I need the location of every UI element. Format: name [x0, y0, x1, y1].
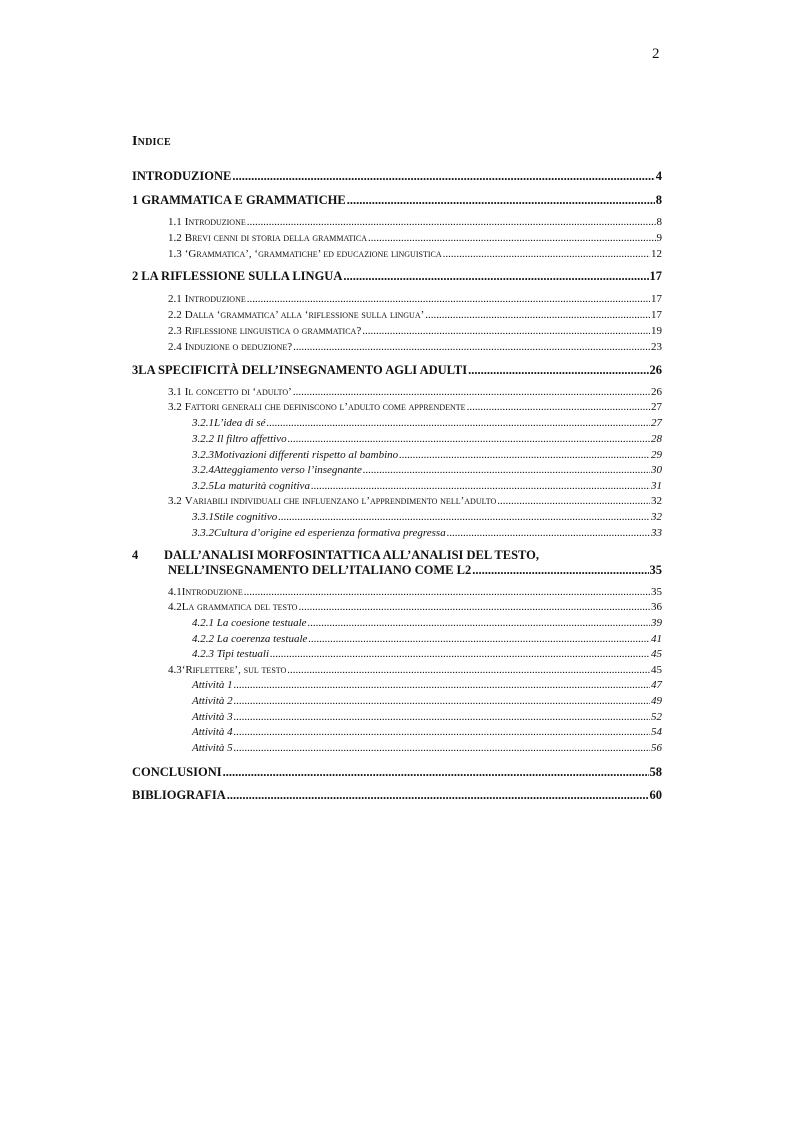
toc-entry-page: 26	[651, 386, 662, 398]
toc-entry-page: 41	[651, 633, 662, 645]
toc-entry-section-2-1[interactable]	[132, 293, 662, 305]
toc-entry-label: 3.2.1L’idea di sé	[192, 417, 266, 429]
toc-entry-section-3-1[interactable]	[132, 386, 662, 398]
toc-entry-label: LA RIFLESSIONE SULLA LINGUA	[141, 269, 343, 283]
toc-entry-page: 39	[651, 617, 662, 629]
toc-entry-label: 3.2.4Atteggiamento verso l’insegnante	[192, 464, 362, 476]
toc-entry-page: 31	[651, 480, 662, 492]
toc-entry-attivita-5[interactable]	[132, 742, 662, 754]
toc-entry-section-3-2b[interactable]	[132, 495, 662, 507]
toc-entry-page: 49	[651, 695, 662, 707]
toc-entry-label: Attività 2	[192, 695, 233, 707]
toc-entry-subsection-4-2-2[interactable]	[132, 633, 662, 645]
toc-entry-page: 17	[651, 309, 662, 321]
toc-entry-label: LA SPECIFICITÀ DELL’INSEGNAMENTO AGLI ADULTI	[138, 363, 468, 377]
toc-entry-page: 32	[651, 495, 662, 507]
toc-entry-label: Variabili individuali che influenzano l’apprendimento nell’adulto	[184, 495, 497, 507]
toc-entry-page: 17	[649, 269, 662, 283]
toc-entry-page: 54	[651, 726, 662, 738]
toc-entry-label: 3.3.1Stile cognitivo	[192, 511, 278, 523]
toc-entry-section-1-1[interactable]	[132, 216, 662, 228]
toc-entry-label: Introduzione	[184, 293, 246, 305]
toc-entry-label: 3.2.3Motivazioni differenti rispetto al bambino	[192, 449, 399, 461]
toc-entry-subsection-3-3-2[interactable]	[132, 527, 662, 539]
toc-entry-number: 2.2	[168, 309, 182, 321]
toc-entry-number: 1	[132, 193, 139, 207]
toc-entry-label: La grammatica del testo	[181, 601, 298, 613]
toc-entry-label: CONCLUSIONI	[132, 765, 222, 779]
toc-title: Indice	[132, 134, 171, 149]
toc-entry-subsection-3-2-5[interactable]	[132, 480, 662, 492]
toc-entry-label: Brevi cenni di storia della grammatica	[184, 232, 368, 244]
toc-entry-attivita-2[interactable]	[132, 695, 662, 707]
toc-entry-subsection-4-2-3[interactable]	[132, 648, 662, 660]
toc-entry-attivita-3[interactable]	[132, 711, 662, 723]
toc-entry-number: 3.1	[168, 386, 182, 398]
toc-entry-section-2-3[interactable]	[132, 325, 662, 337]
toc-entry-page: 23	[651, 341, 662, 353]
toc-entry-section-2-2[interactable]	[132, 309, 662, 321]
toc-entry-label: Dalla ‘grammatica’ alla ‘riflessione sulla lingua’	[184, 309, 425, 321]
toc-entry-page: 9	[656, 232, 662, 244]
toc-entry-number: 3	[132, 363, 139, 377]
toc-entry-section-3-2[interactable]	[132, 401, 662, 413]
toc-entry-number: 1.2	[168, 232, 182, 244]
toc-entry-page: 17	[651, 293, 662, 305]
toc-entry-page: 8	[655, 193, 662, 207]
toc-entry-number: 3.2	[168, 495, 182, 507]
toc-entry-label: Introduzione	[184, 216, 246, 228]
toc-entry-label: INTRODUZIONE	[132, 169, 232, 183]
toc-entry-label: 3.2.5La maturità cognitiva	[192, 480, 310, 492]
toc-entry-label: 4.2.2 La coerenza testuale	[192, 633, 308, 645]
toc-entry-chapter-3[interactable]	[132, 363, 662, 378]
toc-entry-page: 26	[649, 363, 662, 377]
page-number: 2	[652, 46, 660, 62]
toc-entry-label: Introduzione	[181, 586, 243, 598]
toc-entry-number: 2.3	[168, 325, 182, 337]
toc-entry-page: 56	[651, 742, 662, 754]
toc-entry-page: 27	[651, 417, 662, 429]
toc-entry-page: 28	[651, 433, 662, 445]
toc-entry-number: 4.1	[168, 586, 182, 598]
toc-entry-label: Fattori generali che definiscono l’adulto come apprendente	[184, 401, 466, 413]
toc-entry-section-2-4[interactable]	[132, 341, 662, 353]
toc-entry-subsection-3-2-4[interactable]	[132, 464, 662, 476]
toc-entry-chapter-4-line-1[interactable]	[132, 548, 662, 563]
toc-entry-number: 4.2	[168, 601, 182, 613]
toc-entry-label: 4.2.1 La coesione testuale	[192, 617, 307, 629]
toc-entry-attivita-1[interactable]	[132, 679, 662, 691]
toc-entry-page: 30	[651, 464, 662, 476]
toc-entry-page: 45	[651, 648, 662, 660]
toc-entry-label: GRAMMATICA E GRAMMATICHE	[141, 193, 346, 207]
toc-entry-subsection-4-2-1[interactable]	[132, 617, 662, 629]
toc-entry-page: 45	[651, 664, 662, 676]
toc-entry-number: 1.1	[168, 216, 182, 228]
toc-entry-label: Attività 3	[192, 711, 233, 723]
toc-entry-label: ‘Riflettere’, sul testo	[181, 664, 287, 676]
toc-entry-page: 33	[651, 527, 662, 539]
toc-entry-chapter-2[interactable]	[132, 269, 662, 284]
toc-entry-number: 2	[132, 269, 139, 283]
toc-entry-label: Attività 4	[192, 726, 233, 738]
toc-entry-page: 19	[651, 325, 662, 337]
toc-entry-section-4-2[interactable]	[132, 601, 662, 613]
toc-entry-introduzione[interactable]	[132, 169, 662, 184]
toc-entry-section-4-3[interactable]	[132, 664, 662, 676]
toc-entry-number: 3.2	[168, 401, 182, 413]
toc-entry-number: 4.3	[168, 664, 182, 676]
toc-entry-bibliografia[interactable]	[132, 788, 662, 803]
toc-entry-page: 8	[656, 216, 662, 228]
toc-entry-subsection-3-2-1[interactable]	[132, 417, 662, 429]
toc-entry-page: 29	[651, 449, 662, 461]
toc-entry-label: Induzione o deduzione?	[184, 341, 293, 353]
toc-entry-label: 3.2.2 Il filtro affettivo	[192, 433, 287, 445]
toc-entry-label: Riflessione linguistica o grammatica?	[184, 325, 362, 337]
toc-entry-label: Attività 5	[192, 742, 233, 754]
toc-entry-page: 27	[651, 401, 662, 413]
toc-entry-label: 4.2.3 Tipi testuali	[192, 648, 270, 660]
toc-entry-page: 32	[651, 511, 662, 523]
toc-entry-label: 3.3.2Cultura d’origine ed esperienza formativa pregressa	[192, 527, 446, 539]
toc-entry-page: 35	[651, 586, 662, 598]
toc-entry-subsection-3-2-2[interactable]	[132, 433, 662, 445]
toc-entry-page: 35	[649, 563, 662, 577]
toc-entry-label: Il concetto di ‘adulto’	[184, 386, 292, 398]
toc-entry-label: ‘Grammatica’, ‘grammatiche’ ed educazione linguistica	[184, 248, 442, 260]
toc-entry-section-1-2[interactable]	[132, 232, 662, 244]
toc-entry-subsection-3-3-1[interactable]	[132, 511, 662, 523]
toc-entry-page: 60	[649, 788, 662, 802]
toc-entry-page: 58	[649, 765, 662, 779]
toc-entry-subsection-3-2-3[interactable]	[132, 449, 662, 461]
toc-entry-page: 47	[651, 679, 662, 691]
toc-entry-number: 2.4	[168, 341, 182, 353]
toc-entry-chapter-1[interactable]	[132, 193, 662, 208]
toc-entry-number: 4	[132, 548, 139, 562]
toc-entry-chapter-4-line-2[interactable]	[132, 563, 662, 578]
toc-entry-number: 1.3	[168, 248, 182, 260]
toc-entry-page: 4	[655, 169, 662, 183]
toc-entry-conclusioni[interactable]	[132, 765, 662, 780]
toc-entry-section-4-1[interactable]	[132, 586, 662, 598]
toc-entry-page: 36	[651, 601, 662, 613]
toc-entry-page: 52	[651, 711, 662, 723]
toc-entry-page: 12	[651, 248, 662, 260]
toc-entry-number: 2.1	[168, 293, 182, 305]
toc-entry-label: DALL’ANALISI MORFOSINTATTICA ALL’ANALISI DEL TESTO,	[164, 548, 540, 562]
toc-entry-attivita-4[interactable]	[132, 726, 662, 738]
toc-entry-label: BIBLIOGRAFIA	[132, 788, 226, 802]
toc-entry-label: NELL’INSEGNAMENTO DELL’ITALIANO COME L2	[168, 563, 472, 577]
toc-entry-section-1-3[interactable]	[132, 248, 662, 260]
toc-entry-label: Attività 1	[192, 679, 233, 691]
